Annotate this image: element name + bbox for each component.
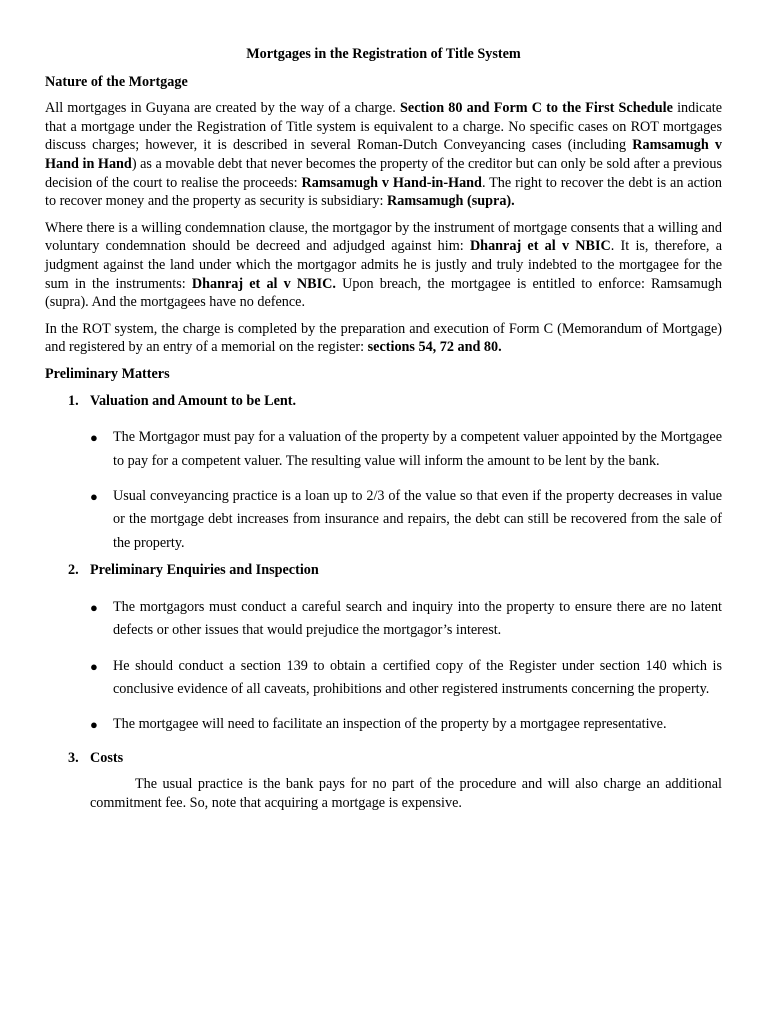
text-run: All mortgages in Guyana are created by the way of a charge.: [45, 100, 400, 117]
paragraph-nature-2: [45, 219, 722, 312]
text-run: indicate that a mortgage under the Registration of Title system is equivalent to a charge. No specific cases on ROT mortgages discuss charges; however, it is described in several Roman-Dutch Conveyancing cases (including: [45, 100, 722, 154]
text-run: ) as a movable debt that never becomes the property of the creditor but can only be sold after a previous decision of the court to realise the proceeds:: [45, 155, 722, 191]
list-item: [45, 426, 722, 473]
bullet-list: [45, 596, 722, 737]
list-item: [45, 713, 722, 736]
bullet-icon: ●: [90, 599, 98, 615]
bold-citation: Section 80 and Form C to the First Schedule: [400, 100, 673, 117]
item-number: 2.: [68, 562, 79, 579]
list-item: [45, 596, 722, 643]
document-body: [45, 45, 722, 813]
text-run: Upon breach, the mortgagee is entitled to enforce: Ramsamugh (supra). And the mortgagees have no defence.: [45, 275, 722, 311]
numbered-item-costs: [45, 749, 722, 813]
list-item-text: He should conduct a section 139 to obtain a certified copy of the Register under section 140 which is conclusive evidence of all caveats, prohibitions and other registered instruments concerning the property.: [113, 657, 722, 697]
list-item: [45, 485, 722, 555]
text-run: . The right to recover the debt is an action to recover money and the property as security is subsidiary:: [45, 174, 722, 210]
bold-citation: Dhanraj et al v NBIC.: [191, 275, 336, 292]
item-title: Costs: [90, 749, 124, 766]
list-item: [45, 655, 722, 702]
list-item-text: The mortgagors must conduct a careful search and inquiry into the property to ensure there are no latent defects or other issues that would prejudice the mortgagor’s interest.: [113, 598, 722, 639]
bullet-icon: ●: [90, 488, 98, 504]
numbered-item-heading: [45, 749, 722, 768]
bullet-icon: ●: [90, 717, 98, 733]
text-run: Where there is a willing condemnation clause, the mortgagor by the instrument of mortgage consents that a willing and voluntary condemnation should be decreed and adjudged against him:: [45, 219, 722, 255]
bold-citation: Dhanraj et al v NBIC: [469, 238, 611, 255]
numbered-item-valuation: [45, 392, 722, 556]
costs-paragraph: The usual practice is the bank pays for no part of the procedure and will also charge an additional commitment fee. So, note that acquiring a mortgage is expensive.: [90, 776, 722, 811]
numbered-item-enquiries: [45, 561, 722, 737]
item-number: 3.: [68, 749, 79, 766]
bold-citation: Ramsamugh v Hand in Hand: [45, 137, 723, 172]
item-number: 1.: [68, 392, 79, 409]
section-heading-preliminary: Preliminary Matters: [45, 365, 170, 382]
list-item-text: Usual conveyancing practice is a loan up to 2/3 of the value so that even if the property decreases in value or the mortgage debt increases from insurance and repairs, the debt can still be recovered from the sale of the property.: [113, 487, 722, 551]
bold-citation: Ramsamugh v Hand-in-Hand: [301, 174, 482, 191]
bullet-list: [45, 426, 722, 555]
paragraph-nature-1: [45, 99, 722, 211]
item-title: Preliminary Enquiries and Inspection: [90, 562, 319, 579]
bold-citation: Ramsamugh (supra).: [386, 193, 515, 210]
list-item-text: The Mortgagor must pay for a valuation of the property by a competent valuer appointed by the Mortgagee to pay for a competent valuer. The resulting value will inform the amount to be lent by the bank.: [113, 429, 722, 469]
item-title: Valuation and Amount to be Lent.: [90, 392, 297, 409]
numbered-item-heading: [45, 561, 722, 580]
text-run: In the ROT system, the charge is completed by the preparation and execution of Form C (Memorandum of Mortgage) and registered by an entry of a memorial on the register:: [45, 320, 722, 356]
bullet-icon: ●: [90, 430, 98, 446]
list-item-text: The mortgagee will need to facilitate an inspection of the property by a mortgagee representative.: [113, 716, 667, 733]
paragraph-nature-3: [45, 320, 722, 357]
text-run: . It is, therefore, a judgment against the land under which the mortgagor admits he is justly and truly indebted to the mortgagee for the sum in the instruments:: [45, 238, 722, 292]
bold-citation: sections 54, 72 and 80.: [367, 339, 502, 356]
bullet-icon: ●: [90, 658, 98, 674]
numbered-item-heading: [45, 392, 722, 411]
document-title: Mortgages in the Registration of Title System: [246, 46, 521, 62]
section-heading-nature: Nature of the Mortgage: [45, 73, 188, 90]
